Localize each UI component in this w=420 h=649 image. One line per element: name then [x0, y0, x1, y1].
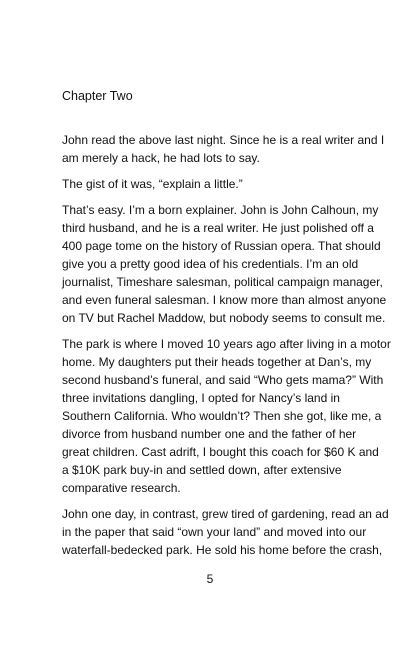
paragraph-4 [62, 335, 391, 497]
text-line: third husband, and he is a real writer. He just polished off a [62, 221, 374, 235]
text-line: comparative research. [62, 481, 181, 495]
text-line: in the paper that said “own your land” and moved into our [62, 525, 367, 539]
chapter-title: Chapter Two [62, 89, 133, 103]
text-line: three invitations dangling, I opted for Nancy’s land in [62, 391, 340, 405]
text-line: Southern California. Who wouldn’t? Then she got, like me, a [62, 409, 382, 423]
paragraph-5 [62, 505, 389, 559]
text-line: That’s easy. I’m a born explainer. John is John Calhoun, my [62, 203, 379, 217]
text-line: 400 page tome on the history of Russian opera. That should [62, 239, 381, 253]
text-line: The gist of it was, “explain a little.” [62, 177, 243, 191]
text-line: waterfall-bedecked park. He sold his home before the crash, [62, 543, 383, 557]
text-line: John one day, in contrast, grew tired of gardening, read an ad [62, 507, 389, 521]
text-line: The park is where I moved 10 years ago after living in a motor [62, 337, 391, 351]
paragraph-1 [62, 131, 385, 167]
paragraph-3 [62, 201, 387, 327]
text-line: on TV but Rachel Maddow, but nobody seems to consult me. [62, 311, 386, 325]
text-line: am merely a hack, he had lots to say. [62, 151, 260, 165]
text-line: second husband’s funeral, and said “Who gets mama?” With [62, 373, 384, 387]
text-line: and even funeral salesman. I know more than almost anyone [62, 293, 387, 307]
page-number: 5 [206, 572, 214, 586]
text-line: journalist, Timeshare salesman, political campaign manager, [62, 275, 383, 289]
text-line: divorce from husband number one and the father of her [62, 427, 357, 441]
text-line: a $10K park buy-in and settled down, after extensive [62, 463, 342, 477]
body-text [62, 131, 391, 567]
text-line: John read the above last night. Since he is a real writer and I [62, 133, 385, 147]
text-line: home. My daughters put their heads together at Dan’s, my [62, 355, 372, 369]
paragraph-2 [62, 175, 368, 193]
text-line: give you a pretty good idea of his credentials. I’m an old [62, 257, 359, 271]
text-line: great children. Cast adrift, I bought this coach for $60 K and [62, 445, 379, 459]
